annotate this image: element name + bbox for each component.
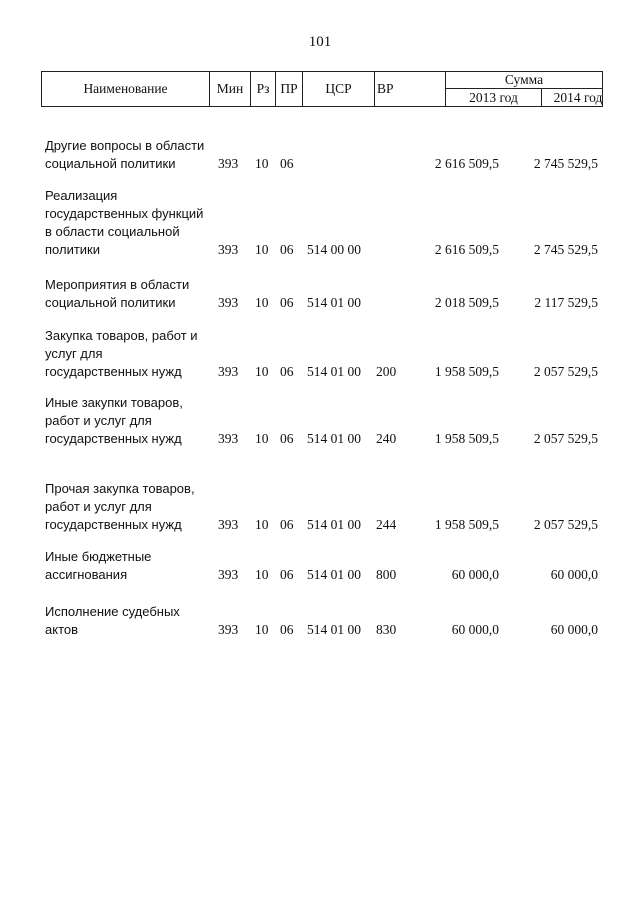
row-name: Мероприятия в области социальной политики — [45, 277, 190, 310]
table-row — [0, 119, 640, 173]
row-csr: 514 01 00 — [307, 431, 361, 446]
row-sum2014: 60 000,0 — [550, 567, 598, 582]
row-rz: 10 — [255, 156, 269, 171]
row-min: 393 — [218, 567, 239, 582]
header-year-2014: 2014 год — [553, 90, 603, 105]
row-sum2013: 60 000,0 — [451, 622, 499, 637]
table-header — [41, 71, 603, 107]
row-pr: 06 — [280, 156, 294, 171]
header-name: Наименование — [42, 72, 210, 106]
row-sum2013: 2 018 509,5 — [434, 295, 499, 310]
row-name: Прочая закупка товаров, работ и услуг для государственных нужд — [45, 481, 195, 532]
table-row — [0, 394, 640, 448]
row-pr: 06 — [280, 431, 294, 446]
row-pr: 06 — [280, 517, 294, 532]
row-vr: 800 — [376, 567, 397, 582]
row-pr: 06 — [280, 295, 294, 310]
row-sum2013: 2 616 509,5 — [434, 242, 499, 257]
row-vr: 830 — [376, 622, 397, 637]
row-sum2014: 2 117 529,5 — [534, 295, 598, 310]
table-row — [0, 603, 640, 639]
row-name: Реализация государственных функций в области социальной политики — [45, 188, 204, 257]
row-vr: 200 — [376, 364, 397, 379]
row-min: 393 — [218, 295, 239, 310]
table-row — [0, 462, 640, 534]
row-vr: 240 — [376, 431, 397, 446]
row-rz: 10 — [255, 622, 269, 637]
row-rz: 10 — [255, 295, 269, 310]
row-min: 393 — [218, 431, 239, 446]
row-rz: 10 — [255, 517, 269, 532]
row-pr: 06 — [280, 622, 294, 637]
row-pr: 06 — [280, 567, 294, 582]
table-row — [0, 276, 640, 312]
row-csr: 514 01 00 — [307, 364, 361, 379]
row-sum2013: 1 958 509,5 — [434, 517, 499, 532]
row-min: 393 — [218, 242, 239, 257]
row-csr: 514 01 00 — [307, 567, 361, 582]
table-row — [0, 548, 640, 584]
row-rz: 10 — [255, 431, 269, 446]
header-min: Мин — [210, 72, 251, 106]
row-name: Исполнение судебных актов — [45, 604, 180, 637]
page-number: 101 — [308, 34, 332, 50]
table-row — [0, 187, 640, 259]
row-sum2014: 2 057 529,5 — [533, 517, 598, 532]
header-csr: ЦСР — [303, 72, 375, 106]
row-sum2014: 2 745 529,5 — [533, 242, 598, 257]
row-name: Другие вопросы в области социальной политики — [45, 138, 205, 171]
row-name: Закупка товаров, работ и услуг для государственных нужд — [45, 328, 198, 379]
row-pr: 06 — [280, 242, 294, 257]
row-vr: 244 — [376, 517, 397, 532]
header-rz: Рз — [251, 72, 276, 106]
row-sum2013: 60 000,0 — [451, 567, 499, 582]
row-sum2014: 2 745 529,5 — [533, 156, 598, 171]
row-pr: 06 — [280, 364, 294, 379]
header-vr: ВР — [375, 72, 446, 106]
row-csr: 514 01 00 — [307, 622, 361, 637]
row-rz: 10 — [255, 364, 269, 379]
row-rz: 10 — [255, 242, 269, 257]
row-csr: 514 01 00 — [307, 295, 361, 310]
row-name: Иные закупки товаров, работ и услуг для государственных нужд — [45, 395, 183, 446]
row-min: 393 — [218, 622, 239, 637]
row-sum2013: 1 958 509,5 — [434, 431, 499, 446]
row-min: 393 — [218, 156, 239, 171]
table-row — [0, 327, 640, 381]
row-rz: 10 — [255, 567, 269, 582]
row-sum2014: 2 057 529,5 — [533, 431, 598, 446]
row-min: 393 — [218, 517, 239, 532]
row-sum2013: 2 616 509,5 — [434, 156, 499, 171]
row-csr: 514 00 00 — [307, 242, 361, 257]
header-pr: ПР — [276, 72, 303, 106]
row-csr: 514 01 00 — [307, 517, 361, 532]
header-year-2013: 2013 год — [446, 89, 542, 106]
row-name: Иные бюджетные ассигнования — [45, 549, 152, 582]
header-sum: Сумма — [446, 72, 602, 89]
row-min: 393 — [218, 364, 239, 379]
row-sum2014: 60 000,0 — [550, 622, 598, 637]
row-sum2014: 2 057 529,5 — [533, 364, 598, 379]
row-sum2013: 1 958 509,5 — [434, 364, 499, 379]
